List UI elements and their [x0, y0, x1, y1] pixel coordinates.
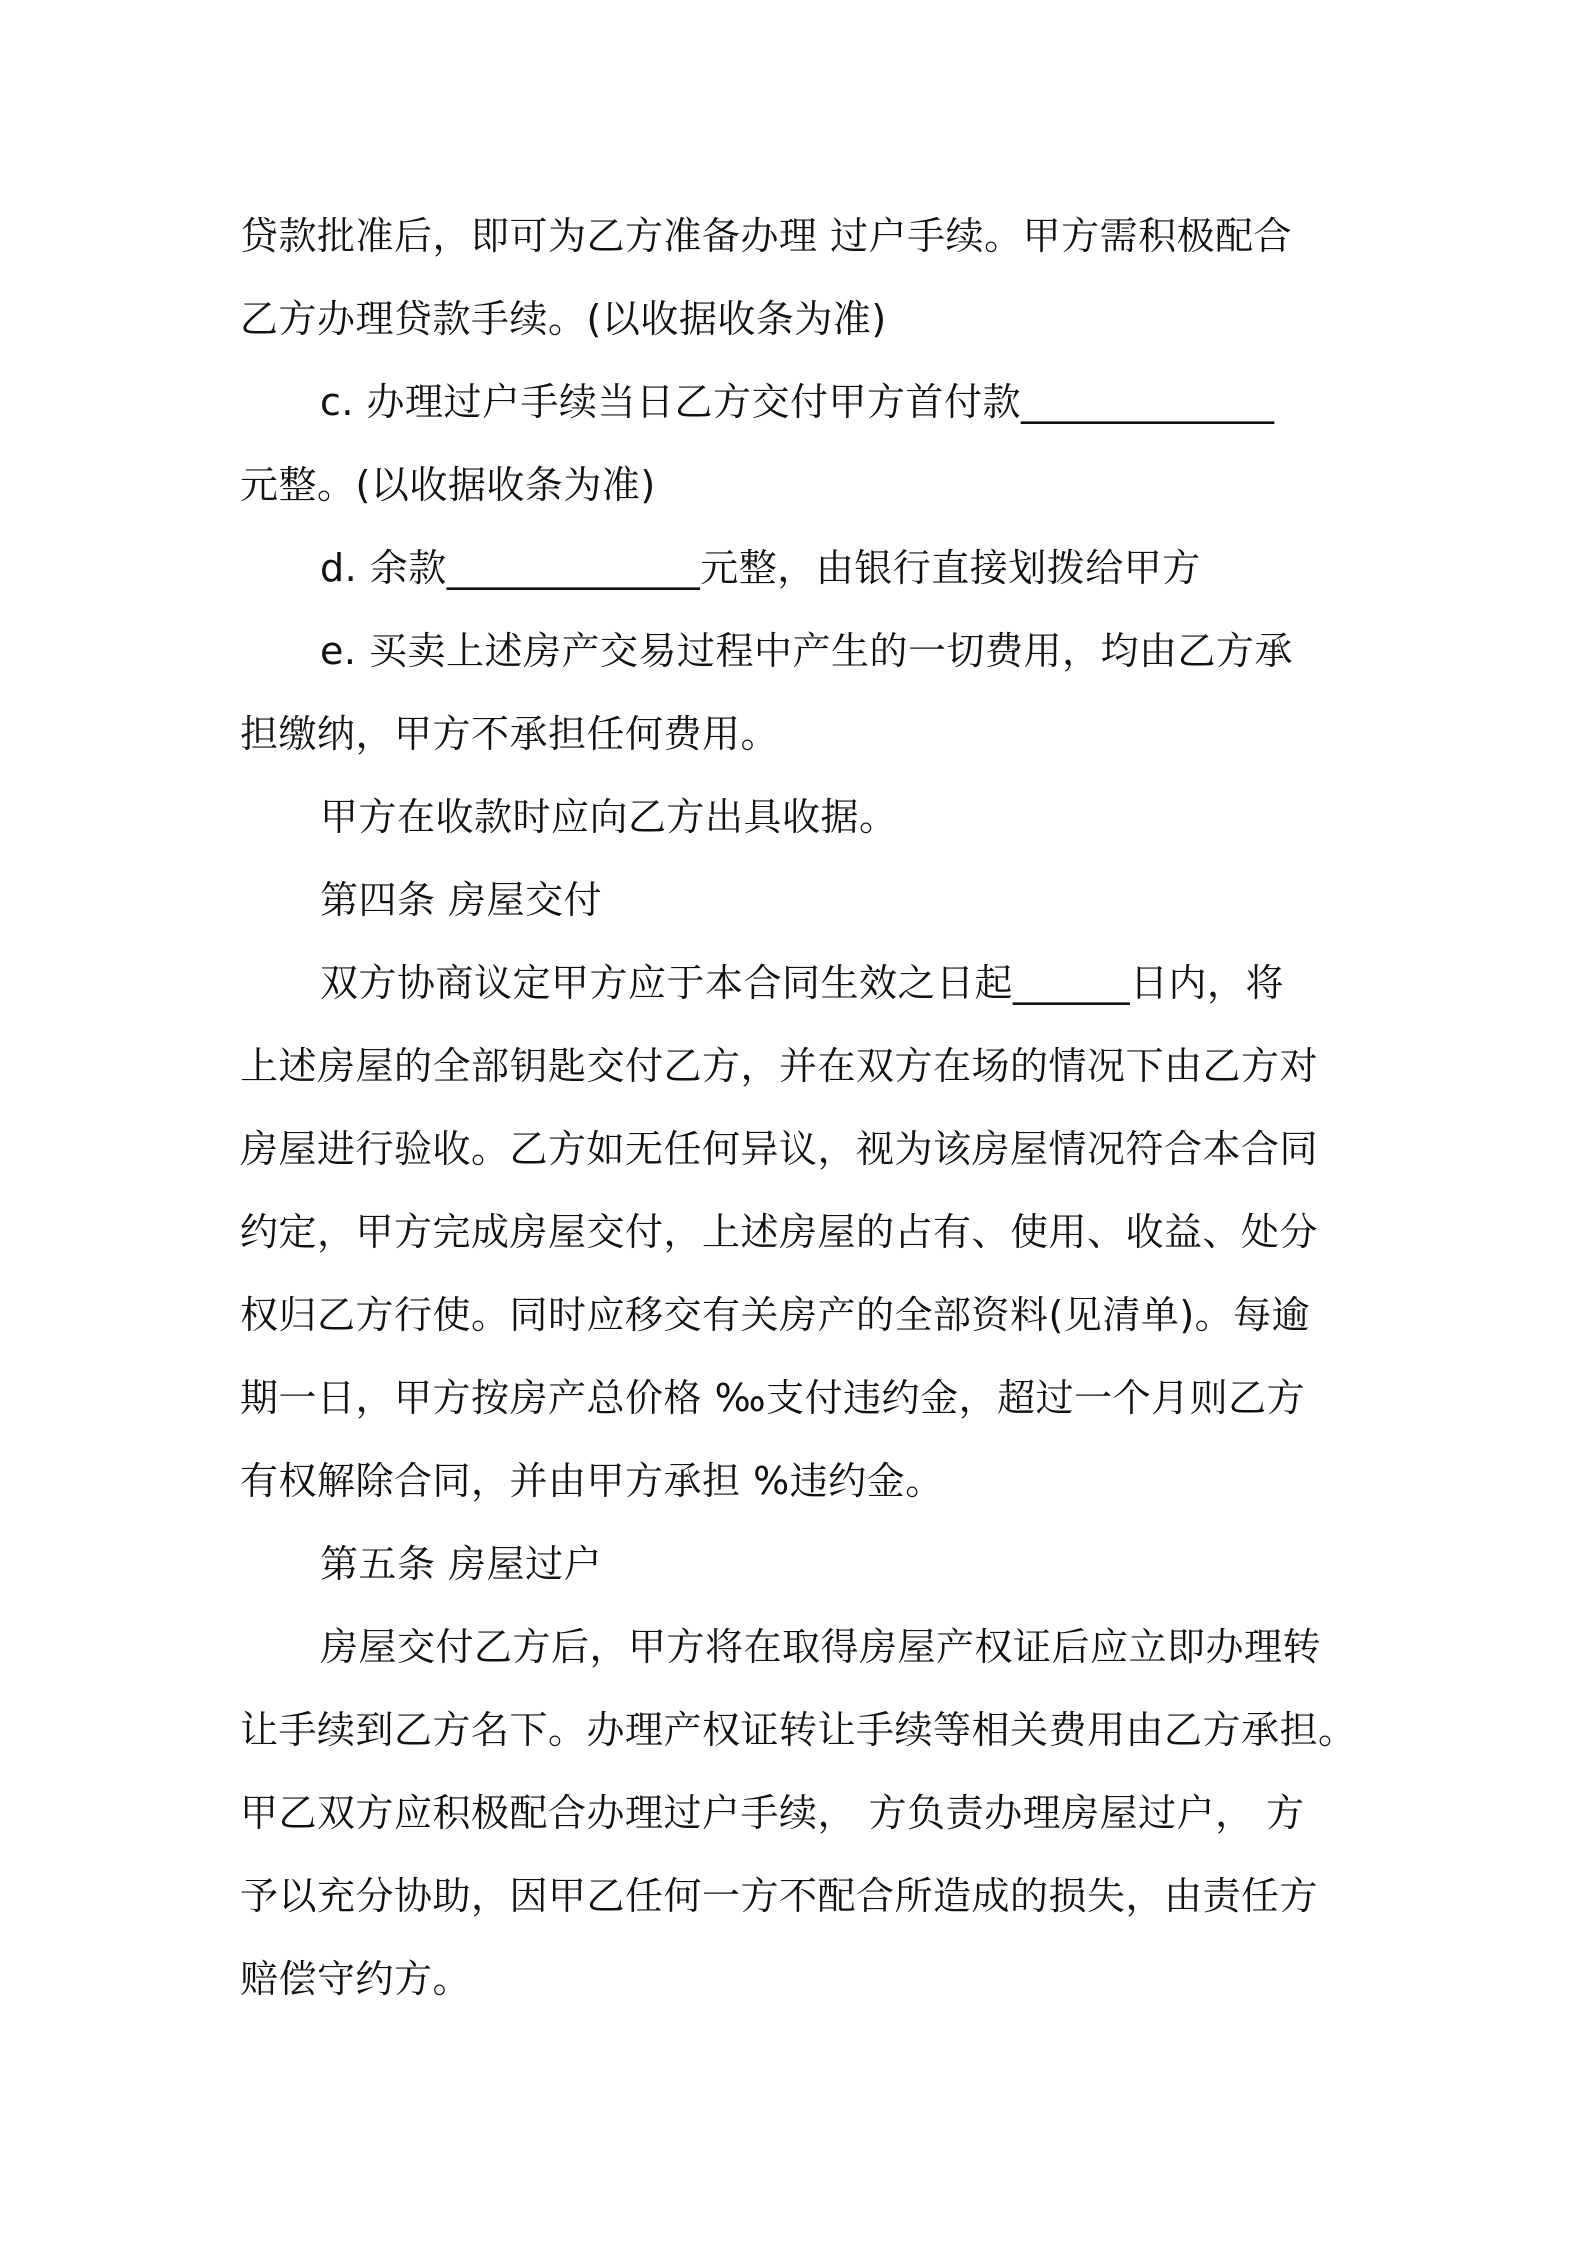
document-body [240, 195, 1360, 2021]
text-line: 期一日，甲方按房产总价格 ‰支付违约金，超过一个月则乙方 [240, 1376, 1306, 1420]
payment-item-d: d. 余款_____________元整，由银行直接划拨给甲方 [320, 546, 1201, 590]
payment-item-e: e. 买卖上述房产交易过程中产生的一切费用，均由乙方承 [320, 629, 1294, 673]
text-line: 赔偿守约方。 [240, 1957, 472, 2001]
text-line: 权归乙方行使。同时应移交有关房产的全部资料(见清单)。每逾 [240, 1293, 1311, 1337]
article-4-heading: 第四条 房屋交付 [320, 878, 603, 922]
text-line: 贷款批准后，即可为乙方准备办理 过户手续。甲方需积极配合 [240, 214, 1293, 258]
text-line: 房屋进行验收。乙方如无任何异议，视为该房屋情况符合本合同 [240, 1127, 1319, 1171]
text-line: 予以充分协助，因甲乙任何一方不配合所造成的损失，由责任方 [240, 1874, 1319, 1918]
article-5-heading: 第五条 房屋过户 [320, 1542, 603, 1586]
text-line: 担缴纳，甲方不承担任何费用。 [240, 712, 780, 756]
text-line: 元整。(以收据收条为准) [240, 463, 656, 507]
text-line: 甲乙双方应积极配合办理过户手续， 方负责办理房屋过户， 方 [240, 1791, 1305, 1835]
text-line: 有权解除合同，并由甲方承担 %违约金。 [240, 1459, 944, 1503]
payment-item-c: c. 办理过户手续当日乙方交付甲方首付款_____________ [320, 380, 1275, 424]
receipt-clause: 甲方在收款时应向乙方出具收据。 [320, 795, 898, 839]
text-line: 上述房屋的全部钥匙交付乙方，并在双方在场的情况下由乙方对 [240, 1044, 1319, 1088]
article-5-paragraph-start: 房屋交付乙方后，甲方将在取得房屋产权证后应立即办理转 [320, 1625, 1322, 1669]
text-line: 约定，甲方完成房屋交付，上述房屋的占有、使用、收益、处分 [240, 1210, 1319, 1254]
article-4-paragraph-start: 双方协商议定甲方应于本合同生效之日起______日内，将 [320, 961, 1285, 1005]
text-line: 让手续到乙方名下。办理产权证转让手续等相关费用由乙方承担。 [240, 1708, 1357, 1752]
text-line: 乙方办理贷款手续。(以收据收条为准) [240, 297, 887, 341]
